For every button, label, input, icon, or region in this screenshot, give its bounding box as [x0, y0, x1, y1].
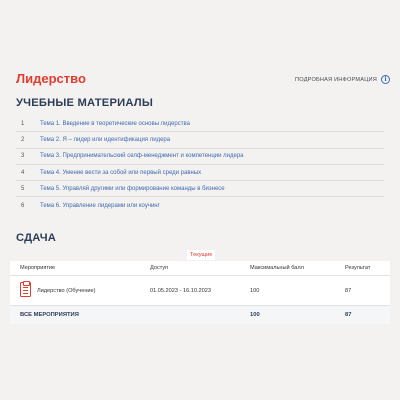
more-info-link[interactable]: [295, 75, 390, 84]
event-max-score: 100: [250, 288, 260, 294]
column-header-access: Доступ: [150, 265, 169, 271]
event-result: 87: [345, 288, 352, 294]
material-row: [16, 149, 384, 165]
total-result: 87: [345, 312, 352, 318]
material-link[interactable]: Тема 4. Умение вести за собой или первый среди равных: [40, 169, 202, 176]
tab-current[interactable]: Текущие: [187, 250, 215, 260]
material-link[interactable]: Тема 6. Управление лидерами или коучинг: [40, 202, 160, 209]
materials-section-title: УЧЕБНЫЕ МАТЕРИАЛЫ: [16, 97, 153, 109]
material-number: 5: [21, 185, 25, 192]
clipboard-icon: [20, 282, 31, 297]
total-label: ВСЕ МЕРОПРИЯТИЯ: [20, 312, 79, 318]
material-number: 6: [21, 202, 25, 209]
submission-section-title: СДАЧА: [16, 232, 57, 244]
events-table: [10, 261, 390, 324]
total-max-score: 100: [250, 312, 260, 318]
material-number: 4: [21, 169, 25, 176]
column-header-result: Результат: [345, 265, 371, 271]
column-header-max-score: Максимальный балл: [250, 265, 304, 271]
table-total-row: [10, 305, 390, 324]
event-name[interactable]: Лидерство (Обучение): [37, 288, 96, 294]
info-icon[interactable]: i: [381, 75, 390, 84]
top-header-area: [0, 0, 400, 60]
material-number: 2: [21, 136, 25, 143]
material-link[interactable]: Тема 1. Введение в теоретические основы лидерства: [40, 120, 190, 127]
materials-list: [16, 116, 384, 214]
material-link[interactable]: Тема 2. Я – лидер или идентификация лидера: [40, 136, 171, 143]
material-number: 1: [21, 120, 25, 127]
column-header-event: Мероприятие: [20, 265, 56, 271]
more-info-label[interactable]: ПОДРОБНАЯ ИНФОРМАЦИЯ: [295, 76, 377, 83]
material-row: [16, 181, 384, 197]
event-access: 01.05.2023 - 16.10.2023: [150, 288, 211, 294]
material-row: [16, 165, 384, 181]
table-header: [10, 261, 390, 276]
material-link[interactable]: Тема 3. Предпринимательский селф-менеджмент и компетенции лидера: [40, 153, 244, 160]
material-number: 3: [21, 153, 25, 160]
material-row: [16, 197, 384, 213]
material-link[interactable]: Тема 5. Управляй другими или формирование команды в бизнесе: [40, 185, 225, 192]
material-row: [16, 132, 384, 148]
table-row[interactable]: [10, 277, 390, 304]
material-row: [16, 116, 384, 132]
course-title: Лидерство: [16, 71, 86, 86]
